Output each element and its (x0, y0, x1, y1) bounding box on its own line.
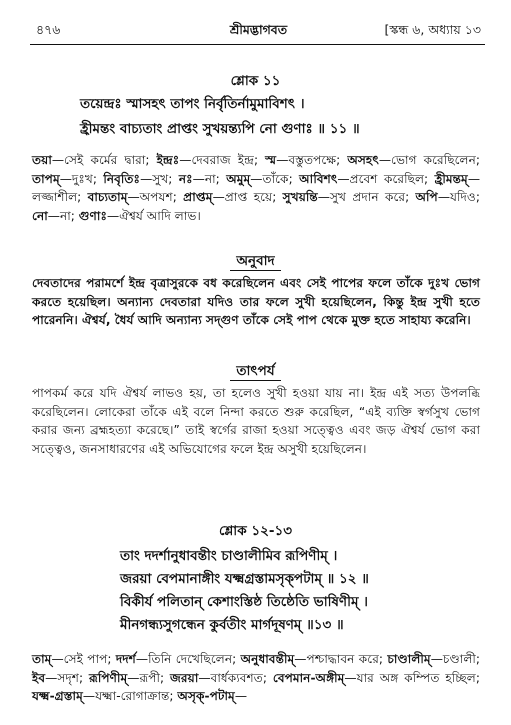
sanskrit-word: যক্ষ্ম-গ্রস্তাম্ (32, 689, 83, 704)
word-meaning: লজ্জাশীল; (32, 190, 88, 205)
sanskrit-word: আবিশৎ (299, 171, 338, 186)
sanskrit-word: তাপম্ (32, 171, 60, 186)
word-meaning: বার্ধক্যবশত; (210, 670, 273, 685)
sanskrit-word: বাচ্যতাম্ (87, 190, 128, 205)
sanskrit-word: স্ম (265, 153, 277, 167)
sanskrit-word: হ্রীমন্তম্ (434, 171, 468, 186)
sanskrit-word: তয়া (32, 153, 52, 167)
word-meaning: অপযশ; (139, 190, 184, 205)
verse-12-13-line-4: মীনগন্ধ্যসুগন্ধেন কুর্বতীং মার্গদূষণম্ ॥১৩ ॥ (120, 617, 344, 633)
verse-11-line-2: হ্রীমন্তং বাচ্যতাং প্রাপ্তং সুখয়ন্ত্যপি নো গুণাঃ ॥ ১১ ॥ (80, 121, 360, 137)
verse-12-13-line-3: বিকীর্য পলিতান্ কেশাংস্তিষ্ঠ তিষ্ঠেতি ভাষিণীম্ । (120, 594, 368, 610)
word-meaning: যক্ষ্মা-রোগাক্রান্ত; (95, 689, 178, 704)
verse-12-13-heading: শ্লোক ১২-১৩ (218, 523, 293, 539)
sanskrit-word: ইব (32, 670, 46, 685)
word-meaning: সদৃশ; (57, 670, 89, 685)
book-title: শ্রীমদ্ভাগবত (229, 22, 288, 37)
sanskrit-word: নো (32, 208, 48, 223)
sanskrit-word: তাম্ (32, 652, 52, 666)
word-meaning: না; (204, 171, 227, 186)
word-meaning: চণ্ডালী; (442, 652, 480, 666)
sanskrit-word: অমুম্ (226, 171, 251, 186)
sanskrit-word: দদর্শ (115, 652, 136, 666)
sanskrit-word: নিবৃতিঃ (103, 171, 141, 186)
page-header (36, 22, 481, 44)
word-meaning: পশ্চাদ্ধাবন করে; (306, 652, 388, 666)
word-meaning: তিনি দেখেছিলেন; (148, 652, 241, 666)
word-meaning-11: তয়া—সেই কর্মের দ্বারা; ইন্দ্রঃ—দেবরাজ ইন্দ্র; স্ম—বস্তুতপক্ষে; অসহৎ—ভোগ করেছিলেন; তাপম্—দুঃখ; নিবৃতিঃ—সুখ; নঃ—না; অমুম্—তাঁকে; আবিশৎ—প্রবেশ করেছিল; হ্রীমন্তম্—লজ্জাশীল; বাচ্যতাম্—অপযশ; প্রাপ্তম্—প্রাপ্ত হয়ে; সুখয়ন্তি—সুখ প্রদান করে; অপি—যদিও; নো—না; গুণাঃ—ঐশ্বর্য আদি লাভ। (32, 153, 481, 223)
sanskrit-word: প্রাপ্তম্ (183, 190, 213, 205)
page-number: ৪৭৬ (36, 22, 61, 37)
sanskrit-word: নঃ (178, 171, 193, 186)
sanskrit-word: বেপমান-অঙ্গীম্ (272, 670, 345, 685)
word-meaning: সুখ; (152, 171, 179, 186)
word-meaning: সেই পাপ; (63, 652, 116, 666)
sanskrit-word: অপি (415, 190, 438, 205)
section-reference: [স্কন্ধ ৬, অধ্যায় ১৩ (384, 22, 481, 37)
word-meaning: সুখ প্রদান করে; (329, 190, 416, 205)
word-meaning: যদিও; (450, 190, 481, 205)
word-meaning: তাঁকে; (262, 171, 300, 186)
sanskrit-word: জরয়া (170, 670, 199, 685)
sanskrit-word: চাণ্ডালীম্ (387, 652, 431, 666)
sanskrit-word: অসৃক্-পটাম্ (177, 689, 235, 704)
header-rule (30, 44, 485, 45)
verse-11-heading: শ্লোক ১১ (230, 73, 281, 89)
sanskrit-word: ইন্দ্রঃ (156, 153, 180, 167)
word-meaning: সেই কর্মের দ্বারা; (64, 153, 157, 167)
verse-11-line-1: তয়েন্দ্রঃ স্মাসহৎ তাপং নির্বৃতির্নামুমাবিশৎ । (80, 96, 305, 112)
sanskrit-word: রূপিণীম্ (88, 670, 128, 685)
sanskrit-word: গুণাঃ (78, 208, 107, 223)
word-meaning: রূপী; (139, 670, 171, 685)
word-meaning: দেবরাজ ইন্দ্র; (191, 153, 266, 167)
sanskrit-word: অসহৎ (347, 153, 379, 167)
word-meaning: ভোগ করেছিলেন; (391, 153, 480, 167)
word-meaning: না; (59, 208, 79, 223)
purport-heading: তাৎপর্য (0, 360, 511, 383)
translation-heading: অনুবাদ (0, 250, 511, 273)
word-meaning: প্রাপ্ত হয়ে; (224, 190, 283, 205)
verse-12-13-line-1: তাং দদর্শানুধাবন্তীং চাণ্ডালীমিব রূপিণীম্ । (120, 548, 338, 564)
word-meaning-12-13: তাম্—সেই পাপ; দদর্শ—তিনি দেখেছিলেন; অনুধাবন্তীম্—পশ্চাদ্ধাবন করে; চাণ্ডালীম্—চণ্ডালী; ইব—সদৃশ; রূপিণীম্—রূপী; জরয়া—বার্ধক্যবশত; বেপমান-অঙ্গীম্—যার অঙ্গ কম্পিত হচ্ছিল; যক্ষ্ম-গ্রস্তাম্—যক্ষ্মা-রোগাক্রান্ত; অসৃক্-পটাম্— (32, 652, 480, 704)
word-meaning: ঐশ্বর্য আদি লাভ। (119, 208, 201, 223)
sanskrit-word: সুখয়ন্তি (282, 190, 318, 205)
word-meaning: বস্তুতপক্ষে; (288, 153, 348, 167)
word-meaning: প্রবেশ করেছিল; (349, 171, 435, 186)
purport-text: পাপকর্ম করে যদি ঐশ্বর্য লাভও হয়, তা হলেও সুখী হওয়া যায় না। ইন্দ্র এই সত্য উপলব্ধি করেছিলেন। লোকেরা তাঁকে এই বলে নিন্দা করতে শুরু করেছিল, “এই ব্যক্তি স্বর্গসুখ ভোগ করার জন্য ব্রহ্মহত্যা করেছে।” তাই স্বর্গের রাজা হওয়া সত্ত্বেও এবং জড় ঐশ্বর্য ভোগ করা সত্ত্বেও, জনসাধারণের এই অভিযোগের ফলে ইন্দ্র অসুখী হয়েছিলেন। (32, 386, 480, 456)
verse-12-13-line-2: জরয়া বেপমানাঙ্গীং যক্ষ্মগ্রস্তামসৃক্‌পটাম্ ॥ ১২ ॥ (120, 571, 369, 587)
word-meaning: যার অঙ্গ কম্পিত হচ্ছিল; (356, 670, 480, 685)
word-meaning: দুঃখ; (71, 171, 104, 186)
translation-text: দেবতাদের পরামর্শে ইন্দ্র বৃত্রাসুরকে বধ করেছিলেন এবং সেই পাপের ফলে তাঁকে দুঃখ ভোগ করতে হয়েছিল। অন্যান্য দেবতারা যদিও তার ফলে সুখী হয়েছিলেন, কিন্তু ইন্দ্র সুখী হতে পারেননি। ঐশ্বর্য, ধৈর্য আদি অন্যান্য সদ্গুণ তাঁকে সেই পাপ থেকে মুক্ত হতে সাহায্য করেনি। (32, 276, 480, 328)
sanskrit-word: অনুধাবন্তীম্ (240, 652, 295, 666)
